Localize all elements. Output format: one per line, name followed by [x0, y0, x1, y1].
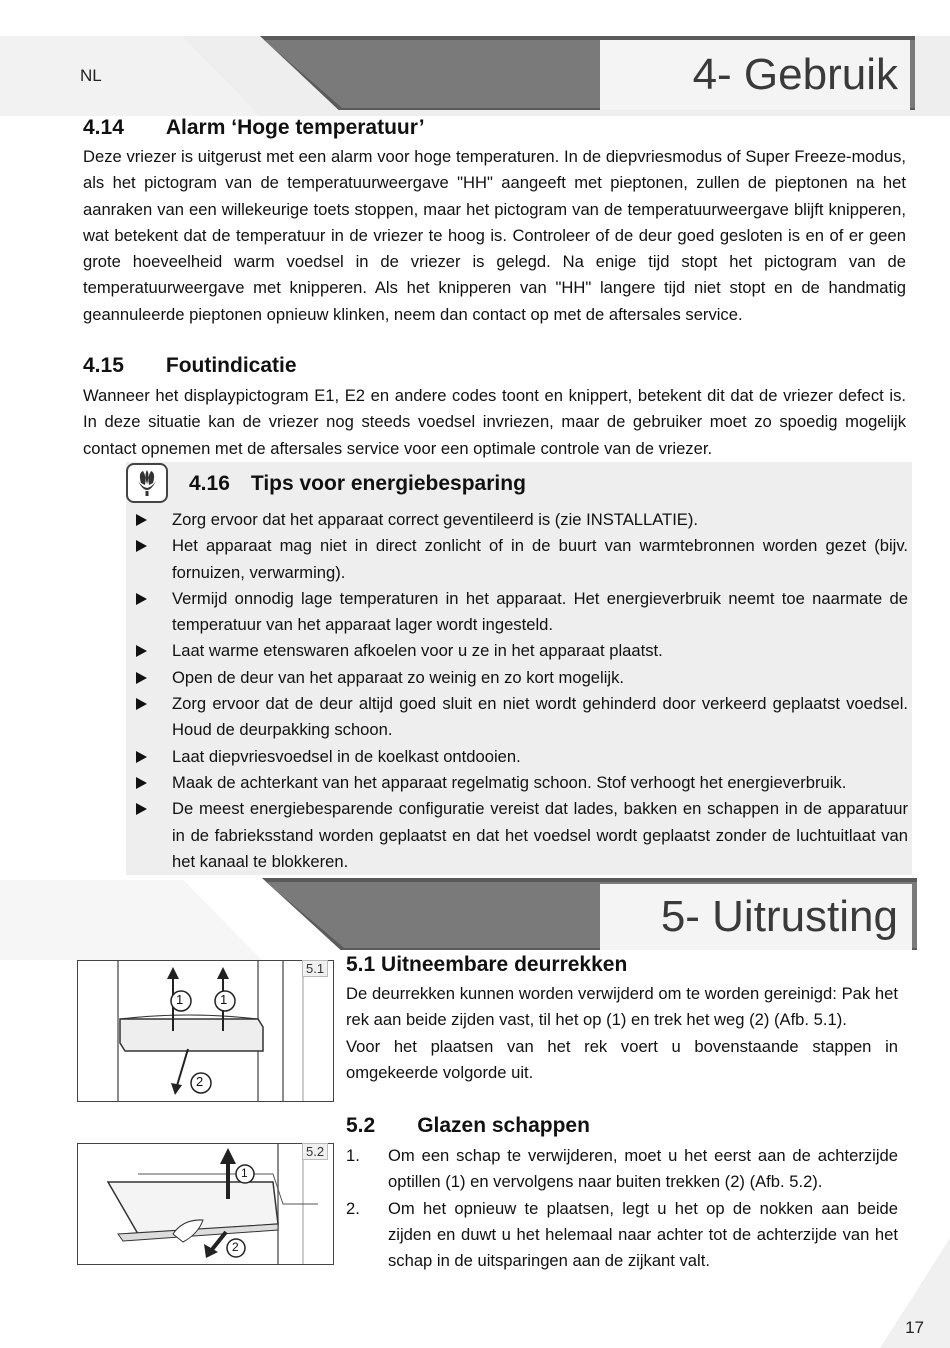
- door-rack-paragraph-2: Voor het plaatsen van het rek voert u bovenstaande stappen in omgekeerde volgorde uit.: [346, 1036, 898, 1082]
- figure-label-5-1: 5.1: [302, 960, 328, 977]
- section-heading-4-15: 4.15 Foutindicatie: [83, 354, 297, 377]
- figure-5-1: [77, 960, 334, 1102]
- door-rack-paragraph-1: De deurrekken kunnen worden verwijderd om te worden gereinigd: Pak het rek aan beide zijden vast, til het op (1) en trek het weg (2) (Afb. 5.1).: [346, 984, 898, 1030]
- step-one-mark: 1: [241, 1166, 248, 1180]
- list-item: Het apparaat mag niet in direct zonlicht of in de buurt van warmtebronnen worden gezet (bijv. fornuizen, verwarming).: [134, 533, 908, 586]
- list-item: [346, 1143, 898, 1196]
- section-text-4-15: [83, 383, 906, 462]
- section-heading-4-14: 4.14 Alarm ‘Hoge temperatuur’: [83, 116, 425, 139]
- step-number: 1.: [346, 1146, 360, 1165]
- section-text-4-14: [83, 144, 906, 328]
- list-item: Zorg ervoor dat het apparaat correct geventileerd is (zie INSTALLATIE).: [134, 507, 908, 533]
- language-label: NL: [80, 66, 102, 85]
- error-paragraph: Wanneer het displaypictogram E1, E2 en andere codes toont en knippert, betekent dit dat de vriezer defect is. In deze situatie kan de vriezer nog steeds voedsel invriezen, maar de gebruiker moet zo spoedig mogelijk contact opnemen met de aftersales service voor een optimale controle van de vriezer.: [83, 386, 906, 458]
- list-item: Open de deur van het apparaat zo weinig en zo kort mogelijk.: [134, 665, 908, 691]
- step-one-mark: 1: [220, 992, 228, 1007]
- list-item: [346, 1196, 898, 1275]
- list-item: Maak de achterkant van het apparaat regelmatig schoon. Stof verhoogt het energieverbruik.: [134, 770, 908, 796]
- section-heading-5-2: 5.2 Glazen schappen: [346, 1114, 590, 1137]
- step-text: Om een schap te verwijderen, moet u het eerst aan de achterzijde optillen (1) en vervolgens naar buiten trekken (2) (Afb. 5.2).: [388, 1146, 898, 1192]
- step-two-mark: 2: [232, 1240, 239, 1254]
- step-number: 2.: [346, 1198, 360, 1218]
- section-text-5-1: [346, 981, 898, 1086]
- figure-5-2: [77, 1143, 334, 1265]
- list-item: Vermijd onnodig lage temperaturen in het apparaat. Het energieverbruik neemt toe naarmate de temperatuur van het apparaat lager wordt ingesteld.: [134, 586, 908, 639]
- figure-label-5-2: 5.2: [302, 1143, 328, 1160]
- section5-band-left: [0, 880, 262, 960]
- section-heading-4-16: 4.16 Tips voor energiebesparing: [189, 472, 526, 495]
- step-two-mark: 2: [196, 1074, 204, 1089]
- page-number: 17: [905, 1318, 924, 1337]
- step-one-mark: 1: [176, 992, 184, 1007]
- energy-tips-list: [134, 507, 908, 875]
- list-item: Laat warme etenswaren afkoelen voor u ze in het apparaat plaatst.: [134, 638, 908, 664]
- section5-title: 5- Uitrusting: [660, 892, 898, 941]
- leaf-icon: [126, 463, 168, 503]
- list-item: Laat diepvriesvoedsel in de koelkast ontdooien.: [134, 744, 908, 770]
- glass-shelves-steps: [346, 1143, 898, 1274]
- section-heading-5-1: 5.1 Uitneembare deurrekken: [346, 953, 628, 976]
- list-item: Zorg ervoor dat de deur altijd goed sluit en niet wordt gehinderd door verkeerd geplaatst voedsel. Houd de deurpakking schoon.: [134, 691, 908, 744]
- alarm-paragraph: Deze vriezer is uitgerust met een alarm voor hoge temperaturen. In de diepvriesmodus of Super Freeze-modus, als het pictogram van de temperatuurweergave "HH" aangeeft met pieptonen, zullen de pieptonen na het aanraken van een willekeurige toets stoppen, maar het pictogram van de temperatuurweergave blijft knipperen, wat betekent dat de temperatuur in de vriezer te hoog is. Controleer of de deur goed gesloten is en of er geen grote hoeveelheid warm voedsel in de vriezer is gelegd. Na enige tijd stopt het pictogram van de temperatuurweergave met knipperen. Als het knipperen van "HH" langere tijd niet stopt en de handmatig geannuleerde pieptonen opnieuw klinken, neem dan contact op met de aftersales service.: [83, 147, 906, 324]
- list-item: De meest energiebesparende configuratie vereist dat lades, bakken en schappen in de apparatuur in de fabrieksstand worden geplaatst en dat het voedsel wordt geplaatst zonder de luchtuitlaat van het kanaal te blokkeren.: [134, 796, 908, 875]
- chapter-title: 4- Gebruik: [692, 50, 898, 99]
- step-text: Om het opnieuw te plaatsen, legt u het op de nokken aan beide zijden en duwt u het helemaal naar achter tot de achterzijde van het schap in de uitsparingen aan de zijkant valt.: [388, 1198, 898, 1271]
